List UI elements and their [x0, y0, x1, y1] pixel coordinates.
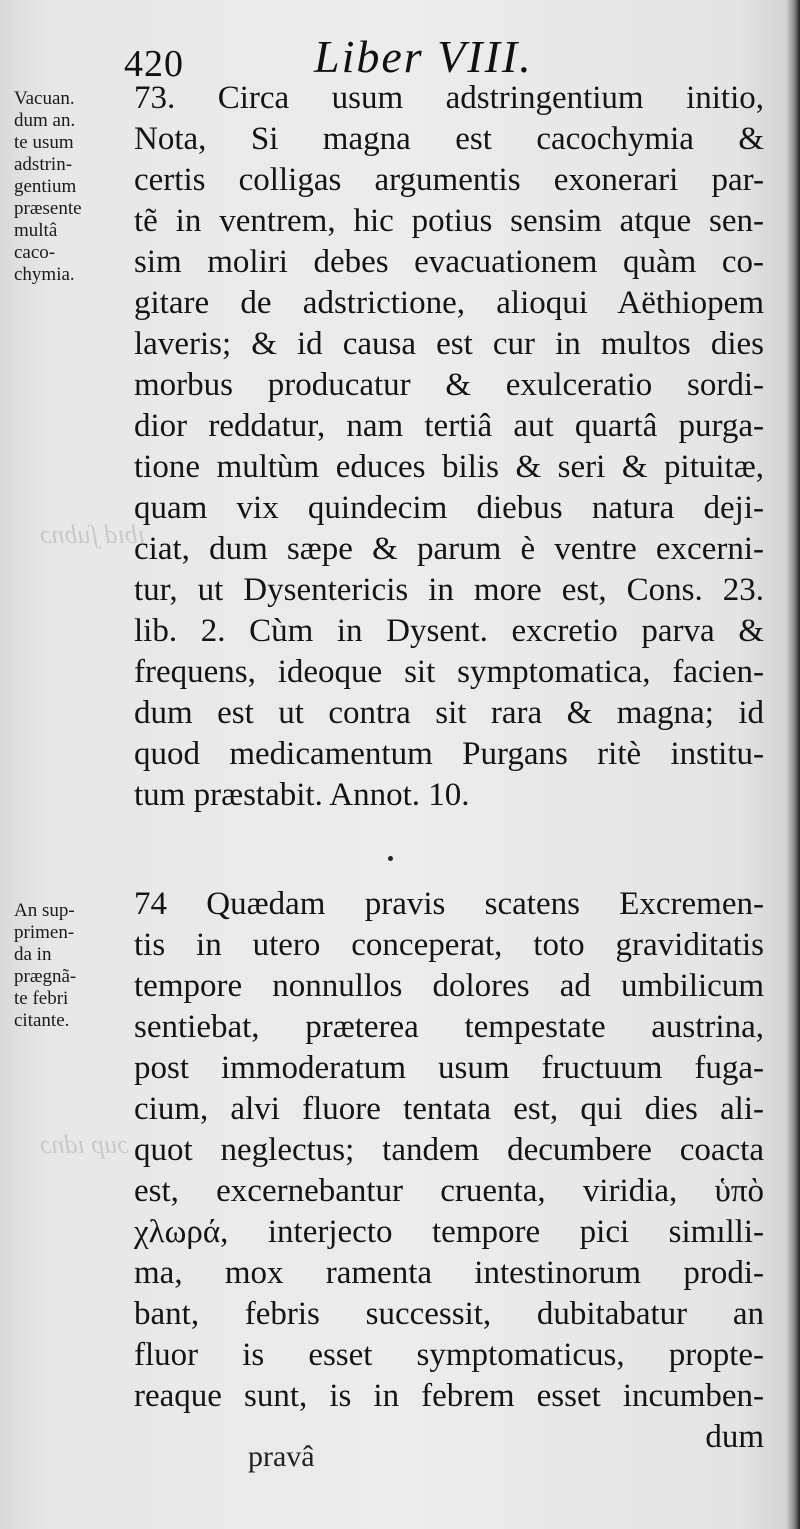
- text-line: quot neglectus; tandem decumbere coacta: [134, 1132, 764, 1168]
- section-73: [134, 78, 764, 816]
- running-title: Liber VIII.: [314, 31, 533, 82]
- marginal-note-line: An sup-: [14, 900, 75, 921]
- text-line: tempore nonnullos dolores ad umbilicum: [134, 968, 764, 1004]
- marginal-note-line: da in: [14, 944, 52, 965]
- text-line: 73. Circa usum adstringentium initio,: [134, 80, 764, 116]
- text-line: tẽ in ventrem, hic potius sensim atque sen-: [134, 203, 764, 239]
- text-line: bant, febris successit, dubitabatur an: [134, 1296, 764, 1332]
- marginal-note-line: adstrin-: [14, 154, 73, 175]
- text-line: tum præstabit. Annot. 10.: [134, 777, 470, 813]
- text-line: sentiebat, præterea tempestate austrina,: [134, 1009, 764, 1045]
- marginal-note-line: multâ: [14, 220, 58, 241]
- text-line: tione multùm educes bilis & seri & pituitæ,: [134, 449, 764, 485]
- marginal-note-line: primen-: [14, 922, 75, 943]
- text-line: sim moliri debes evacuationem quàm co-: [134, 244, 764, 280]
- marginal-note-line: te febri: [14, 988, 69, 1009]
- text-line: frequens, ideoque sit symptomatica, facien-: [134, 654, 764, 690]
- text-line: dior reddatur, nam tertiâ aut quartâ purga-: [134, 408, 764, 444]
- text-line: dum: [705, 1419, 764, 1455]
- text-line: morbus producatur & exulceratio sordi-: [134, 367, 764, 403]
- marginal-note-line: præsente: [14, 198, 82, 219]
- text-line: fluor is esset symptomaticus, propte-: [134, 1337, 764, 1373]
- text-line: tur, ut Dysentericis in more est, Cons. 23.: [134, 572, 764, 608]
- marginal-note-line: Vacuan.: [14, 88, 75, 109]
- show-through-text: ıbıd ʃubnɔ: [40, 520, 145, 549]
- text-line: dum est ut contra sit rara & magna; id: [134, 695, 764, 731]
- marginal-note-line: te usum: [14, 132, 74, 153]
- text-line: cium, alvi fluore tentata est, qui dies ali-: [134, 1091, 764, 1127]
- marginal-note-line: citante.: [14, 1010, 70, 1031]
- text-line: certis colligas argumentis exonerari par-: [134, 162, 764, 198]
- section-74: [134, 884, 764, 1458]
- marginal-note-line: dum an.: [14, 110, 76, 131]
- text-line: ma, mox ramenta intestinorum prodi-: [134, 1255, 764, 1291]
- text-line: lib. 2. Cùm in Dysent. excretio parva &: [134, 613, 764, 649]
- marginal-note-73: [14, 88, 129, 286]
- page-number: 420: [124, 43, 184, 85]
- text-line: ciat, dum sæpe & parum è ventre excerni-: [134, 531, 764, 567]
- text-line: laveris; & id causa est cur in multos dies: [134, 326, 764, 362]
- text-line: post immoderatum usum fructuum fuga-: [134, 1050, 764, 1086]
- text-line: Nota, Si magna est cacochymia &: [134, 121, 764, 157]
- catchword: pravâ: [248, 1440, 315, 1473]
- text-line: quam vix quindecim diebus natura deji-: [134, 490, 764, 526]
- marginal-note-line: chymia.: [14, 264, 75, 285]
- text-line: χλωρά, interjecto tempore pici simılli-: [134, 1214, 764, 1250]
- marginal-note-line: gentium: [14, 176, 77, 197]
- text-line: quod medicamentum Purgans ritè institu-: [134, 736, 764, 772]
- page-gutter-shadow: [786, 0, 800, 1529]
- text-line: tis in utero conceperat, toto graviditatis: [134, 927, 764, 963]
- text-line: reaque sunt, is in febrem esset incumben-: [134, 1378, 764, 1414]
- text-line: gitare de adstrictione, alioqui Aëthiopem: [134, 285, 764, 321]
- marginal-note-line: prægnã-: [14, 966, 77, 987]
- text-line: 74 Quædam pravis scatens Excremen-: [134, 886, 764, 922]
- printers-mark: [388, 856, 393, 861]
- marginal-note-74: [14, 900, 129, 1032]
- show-through-text: ɔup ıdnɔ: [40, 1130, 129, 1159]
- marginal-note-line: caco-: [14, 242, 56, 263]
- text-line: est, excernebantur cruenta, viridia, ὑπὸ: [134, 1173, 764, 1209]
